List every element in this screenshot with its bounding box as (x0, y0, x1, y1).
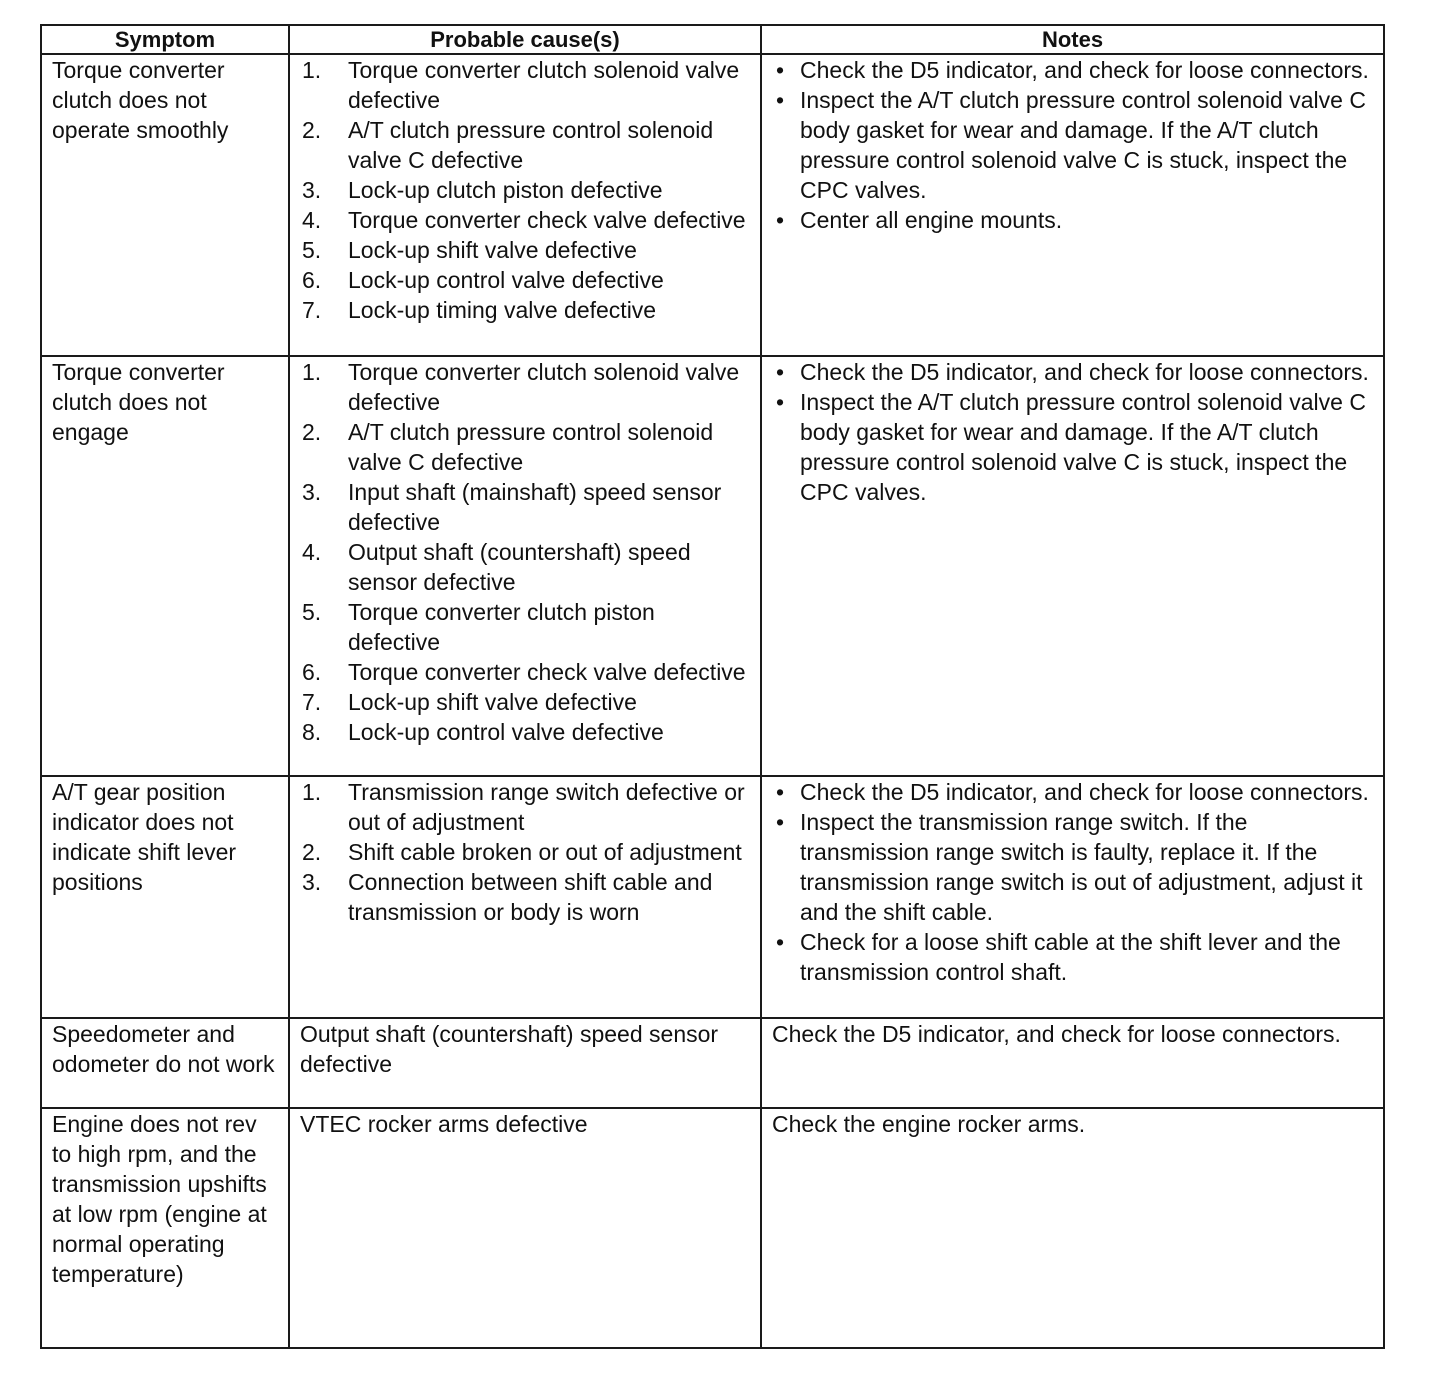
cause-number: 8. (302, 719, 322, 745)
cause-item (300, 837, 752, 867)
cause-item (300, 477, 752, 537)
symptom-cell: Speedometer and odometer do not work (41, 1018, 289, 1108)
cause-item (300, 205, 752, 235)
cause-list (300, 777, 752, 927)
cause-text: Torque converter check valve defective (348, 207, 746, 233)
cause-text: Lock-up shift valve defective (348, 689, 637, 715)
cause-text: A/T clutch pressure control solenoid valve C defective (348, 117, 714, 173)
bullet-icon: • (776, 929, 785, 955)
note-item (772, 205, 1375, 235)
cause-text: Lock-up shift valve defective (348, 237, 637, 263)
causes-cell (289, 1018, 761, 1108)
cause-number: 3. (302, 479, 322, 505)
symptom-cell: Engine does not rev to high rpm, and the transmission upshifts at low rpm (engine at normal operating temperature) (41, 1108, 289, 1348)
bullet-icon: • (776, 207, 785, 233)
cause-list (300, 55, 752, 325)
cause-number: 2. (302, 839, 322, 865)
cause-number: 1. (302, 359, 322, 385)
causes-cell (289, 54, 761, 356)
cause-number: 3. (302, 869, 322, 895)
bullet-icon: • (776, 87, 785, 113)
bullet-icon: • (776, 57, 785, 83)
cause-text: Connection between shift cable and transmission or body is worn (348, 869, 713, 925)
cause-item (300, 235, 752, 265)
note-list (772, 55, 1375, 235)
table-row (41, 1018, 1384, 1108)
cause-number: 1. (302, 779, 322, 805)
symptom-cell: Torque converter clutch does not operate smoothly (41, 54, 289, 356)
note-text: Check the D5 indicator, and check for loose connectors. (800, 57, 1369, 83)
causes-cell (289, 1108, 761, 1348)
cause-item (300, 597, 752, 657)
notes-cell (761, 776, 1384, 1018)
cause-text: Lock-up timing valve defective (348, 297, 657, 323)
cause-text: Output shaft (countershaft) speed sensor defective (348, 539, 691, 595)
note-text: Check the D5 indicator, and check for loose connectors. (800, 779, 1369, 805)
cause-text: Torque converter clutch solenoid valve defective (348, 359, 740, 415)
note-text: Check the D5 indicator, and check for loose connectors. (800, 359, 1369, 385)
cause-item (300, 175, 752, 205)
note-text: Inspect the transmission range switch. If the transmission range switch is faulty, replace it. If the transmission range switch is out of adjustment, adjust it and the shift cable. (800, 809, 1363, 925)
note-item (772, 807, 1375, 927)
cause-item (300, 115, 752, 175)
cause-text: Torque converter clutch piston defective (348, 599, 655, 655)
bullet-icon: • (776, 809, 785, 835)
note-item (772, 387, 1375, 507)
symptom-cell: Torque converter clutch does not engage (41, 356, 289, 776)
cause-item (300, 777, 752, 837)
cause-number: 2. (302, 117, 322, 143)
table-row (41, 54, 1384, 356)
symptom-cell: A/T gear position indicator does not indicate shift lever positions (41, 776, 289, 1018)
cause-text: Input shaft (mainshaft) speed sensor defective (348, 479, 722, 535)
note-item (772, 55, 1375, 85)
notes-cell (761, 1018, 1384, 1108)
cause-text: Lock-up control valve defective (348, 267, 664, 293)
cause-item (300, 295, 752, 325)
cause-text: A/T clutch pressure control solenoid valve C defective (348, 419, 714, 475)
causes-cell (289, 356, 761, 776)
note-item (772, 357, 1375, 387)
bullet-icon: • (776, 359, 785, 385)
cause-text: Output shaft (countershaft) speed sensor defective (300, 1021, 719, 1077)
cause-item (300, 537, 752, 597)
cause-number: 5. (302, 237, 322, 263)
table-header (41, 25, 1384, 54)
note-list (772, 357, 1375, 507)
note-text: Check for a loose shift cable at the shift lever and the transmission control shaft. (800, 929, 1341, 985)
cause-number: 2. (302, 419, 322, 445)
cause-number: 4. (302, 539, 322, 565)
cause-text: Transmission range switch defective or out of adjustment (348, 779, 745, 835)
cause-text: Torque converter clutch solenoid valve defective (348, 57, 740, 113)
note-text: Inspect the A/T clutch pressure control solenoid valve C body gasket for wear and damage. If the A/T clutch pressure control solenoid valve C is stuck, inspect the CPC valves. (800, 389, 1366, 505)
table-row (41, 356, 1384, 776)
cause-number: 7. (302, 297, 322, 323)
note-text: Check the engine rocker arms. (772, 1111, 1086, 1137)
notes-cell (761, 54, 1384, 356)
bullet-icon: • (776, 389, 785, 415)
note-item (772, 85, 1375, 205)
notes-cell (761, 356, 1384, 776)
note-list (772, 777, 1375, 987)
bullet-icon: • (776, 779, 785, 805)
cause-text: VTEC rocker arms defective (300, 1111, 588, 1137)
cause-text: Lock-up control valve defective (348, 719, 664, 745)
cause-number: 3. (302, 177, 322, 203)
cause-number: 6. (302, 659, 322, 685)
note-item (772, 777, 1375, 807)
cause-item (300, 867, 752, 927)
cause-number: 1. (302, 57, 322, 83)
cause-item (300, 687, 752, 717)
causes-cell (289, 776, 761, 1018)
header-row (41, 25, 1384, 54)
cause-number: 7. (302, 689, 322, 715)
cause-text: Torque converter check valve defective (348, 659, 746, 685)
table-row (41, 776, 1384, 1018)
cause-item (300, 265, 752, 295)
cause-item (300, 357, 752, 417)
note-item (772, 927, 1375, 987)
cause-item (300, 55, 752, 115)
cause-number: 6. (302, 267, 322, 293)
note-text: Inspect the A/T clutch pressure control solenoid valve C body gasket for wear and damage. If the A/T clutch pressure control solenoid valve C is stuck, inspect the CPC valves. (800, 87, 1366, 203)
note-text: Check the D5 indicator, and check for loose connectors. (772, 1021, 1341, 1047)
table-row (41, 1108, 1384, 1348)
cause-text: Lock-up clutch piston defective (348, 177, 663, 203)
note-text: Center all engine mounts. (800, 207, 1063, 233)
cause-item (300, 417, 752, 477)
cause-text: Shift cable broken or out of adjustment (348, 839, 742, 865)
cause-list (300, 357, 752, 747)
cause-item (300, 657, 752, 687)
header-symptom: Symptom (41, 25, 289, 54)
cause-item (300, 717, 752, 747)
troubleshooting-table (40, 24, 1385, 1349)
notes-cell (761, 1108, 1384, 1348)
header-probable-causes: Probable cause(s) (289, 25, 761, 54)
cause-number: 5. (302, 599, 322, 625)
cause-number: 4. (302, 207, 322, 233)
header-notes: Notes (761, 25, 1384, 54)
